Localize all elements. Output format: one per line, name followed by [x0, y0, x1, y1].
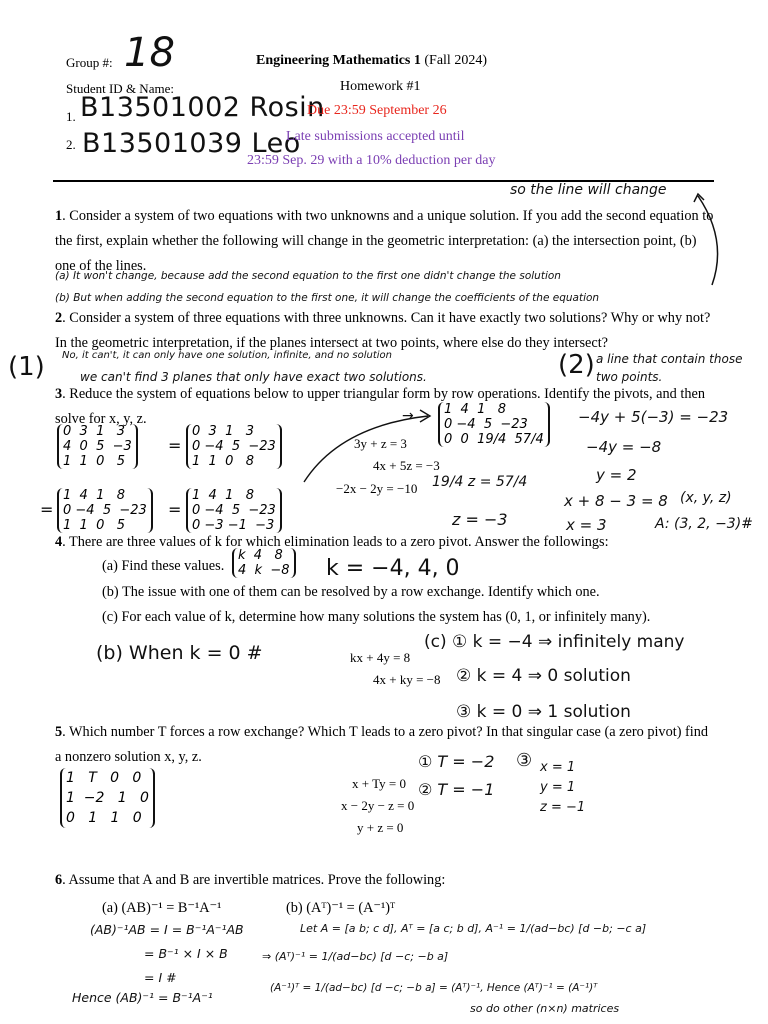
q6-b-line-2: ⇒ (Aᵀ)⁻¹ = 1/(ad−bc) [d −c; −b a]: [262, 950, 449, 963]
q5-number: 5: [55, 724, 63, 740]
q5-z-value: z = −1: [540, 800, 586, 815]
student-2-number: 2.: [66, 137, 76, 152]
q5-y-value: y = 1: [540, 780, 576, 795]
q6-a-line-3: = I #: [144, 970, 177, 985]
question-6: [55, 868, 715, 893]
question-4: [55, 530, 715, 555]
q6-text: . Assume that A and B are invertible matrices. Prove the following:: [62, 872, 446, 888]
q6-number: 6: [55, 872, 63, 888]
group-label: Group #:: [66, 55, 113, 70]
student-label: Student ID & Name:: [66, 81, 174, 96]
course-term: (Fall 2024): [420, 53, 487, 68]
q3-curved-arrow: [300, 406, 440, 486]
q4-part-b: (b) The issue with one of them can be resolved by a row exchange. Identify which one.: [102, 584, 600, 600]
q1-number: 1: [55, 208, 63, 224]
q4-k-values: k = −4, 4, 0: [326, 556, 460, 581]
q5-equation-1: x + Ty = 0: [352, 776, 406, 791]
q3-matrix-3: 1 4 1 8 0 −4 5 −23 1 1 0 5: [57, 488, 153, 533]
student-1-name: B13501002 Rosin: [80, 92, 325, 123]
q6-a-line-4: Hence (AB)⁻¹ = B⁻¹A⁻¹: [72, 990, 213, 1005]
q4-part-c: (c) For each value of k, determine how many solutions the system has (0, 1, or infinitely many).: [102, 609, 651, 625]
q4-answer-c3: ③ k = 0 ⇒ 1 solution: [456, 702, 631, 722]
q3-x-value: x = 3: [566, 516, 607, 534]
course-name: Engineering Mathematics 1: [256, 53, 421, 68]
q5-answer-3: [540, 758, 585, 818]
q3-equals-1: =: [168, 436, 182, 455]
homework-title: Homework #1: [340, 79, 421, 94]
q3-y-step-1: −4y + 5(−3) = −23: [578, 408, 729, 426]
q3-equals-2: =: [40, 500, 54, 519]
q5-answer-1: ① T = −2: [418, 752, 495, 771]
question-2: [55, 306, 715, 356]
q1-answer-b: (b) But when adding the second equation to the first one, it will change the coefficients of the equation: [55, 292, 600, 304]
q6-a-line-2: = B⁻¹ × I × B: [144, 946, 228, 961]
q4-part-a: (a) Find these values.: [102, 558, 225, 574]
student-2-name: B13501039 Leo: [82, 128, 301, 159]
q3-equals-3: =: [168, 500, 182, 519]
q3-matrix-5: 1 4 1 8 0 −4 5 −23 0 0 19/4 57/4: [438, 402, 550, 447]
q2-text: . Consider a system of three equations with three unknowns. Can it have exactly two solutions? Why or why not? In the geometric interpretation, if the planes intersect at two points, where else do they intersect?: [55, 310, 711, 351]
q3-matrix-1: 0 3 1 3 4 0 5 −3 1 1 0 5: [57, 424, 138, 469]
q3-x-step: x + 8 − 3 = 8: [564, 492, 668, 510]
q2-number: 2: [55, 310, 63, 326]
q6-part-b: (b) (Aᵀ)⁻¹ = (A⁻¹)ᵀ: [286, 900, 396, 916]
q4-equation-1: kx + 4y = 8: [350, 650, 411, 665]
q2-mark-2: (2): [558, 350, 595, 380]
q3-equation-1: 3y + z = 3: [354, 436, 407, 451]
q4-text: . There are three values of k for which elimination leads to a zero pivot. Answer the followings:: [62, 534, 609, 550]
q3-equation-2: 4x + 5z = −3: [373, 458, 440, 473]
due-date: Due 23:59 September 26: [307, 103, 447, 118]
q5-text: . Which number T forces a row exchange? Which T leads to a zero pivot? In that singular case (a zero pivot) find a nonzero solution x, y, z.: [55, 724, 709, 765]
q4-number: 4: [55, 534, 63, 550]
question-1: [55, 204, 715, 279]
late-policy-1: Late submissions accepted until: [286, 129, 465, 144]
q3-final-answer: A: (3, 2, −3)#: [655, 516, 753, 532]
q3-equation-3: −2x − 2y = −10: [336, 481, 418, 496]
q4-answer-c1: (c) ① k = −4 ⇒ infinitely many: [424, 632, 685, 652]
q5-equation-2: x − 2y − z = 0: [341, 798, 415, 813]
q6-part-a: (a) (AB)⁻¹ = B⁻¹A⁻¹: [102, 900, 222, 916]
q3-z-equation: 19/4 z = 57/4: [432, 474, 528, 490]
q2-answer-2: a line that contain those two points.: [596, 352, 743, 384]
q4-matrix: k 4 8 4 k −8: [232, 548, 296, 578]
q2-answer-1a: No, it can't, it can only have one solution, infinite, and no solution: [62, 350, 392, 361]
q6-b-line-1: Let A = [a b; c d], Aᵀ = [a c; b d], A⁻¹ = 1/(ad−bc) [d −b; −c a]: [300, 922, 647, 935]
q5-x-value: x = 1: [540, 760, 576, 775]
q5-answer-2: ② T = −1: [418, 780, 495, 799]
q4-answer-c2: ② k = 4 ⇒ 0 solution: [456, 666, 631, 686]
course-title: [256, 52, 487, 70]
q5-equation-3: y + z = 0: [357, 820, 404, 835]
q2-mark-1: (1): [8, 352, 45, 382]
q3-xyz-label: (x, y, z): [680, 490, 732, 506]
q5-answer-3-label: ③: [516, 750, 533, 771]
q1-text: . Consider a system of two equations with two unknowns and a unique solution. If you add the second equation to the first, explain whether the following will change in the geometric interpretation: (a) the intersection point, (b) one of the lines.: [55, 208, 714, 274]
q4-equation-2: 4x + ky = −8: [373, 672, 441, 687]
q2-answer-1b: we can't find 3 planes that only have exact two solutions.: [80, 370, 427, 384]
q5-matrix: 1 T 0 0 1 −2 1 0 0 1 1 0: [60, 768, 155, 828]
q4-answer-b: (b) When k = 0 #: [96, 642, 263, 664]
q6-b-line-4: so do other (n×n) matrices: [470, 1002, 620, 1015]
q3-matrix-2: 0 3 1 3 0 −4 5 −23 1 1 0 8: [186, 424, 282, 469]
q3-text: . Reduce the system of equations below to upper triangular form by row operations. Identify the pivots, and then solve for x, y, z.: [55, 386, 705, 427]
group-number: 18: [124, 30, 175, 76]
q3-z-value: z = −3: [452, 510, 508, 529]
q1-answer-a: (a) It won't change, because add the second equation to the first one didn't change the solution: [55, 270, 561, 282]
late-policy-2: 23:59 Sep. 29 with a 10% deduction per day: [247, 153, 496, 168]
q6-a-line-1: (AB)⁻¹AB = I = B⁻¹A⁻¹AB: [90, 922, 244, 937]
q1-note-top: so the line will change: [510, 182, 667, 198]
q3-y-value: y = 2: [596, 466, 637, 484]
question-5: [55, 720, 715, 770]
q6-b-line-3: (A⁻¹)ᵀ = 1/(ad−bc) [d −c; −b a] = (Aᵀ)⁻¹, Hence (Aᵀ)⁻¹ = (A⁻¹)ᵀ: [270, 982, 598, 994]
student-1-number: 1.: [66, 109, 76, 124]
q3-number: 3: [55, 386, 63, 402]
q3-arrow: →: [402, 408, 414, 424]
q3-y-step-2: −4y = −8: [586, 438, 662, 456]
q3-matrix-4: 1 4 1 8 0 −4 5 −23 0 −3 −1 −3: [186, 488, 282, 533]
